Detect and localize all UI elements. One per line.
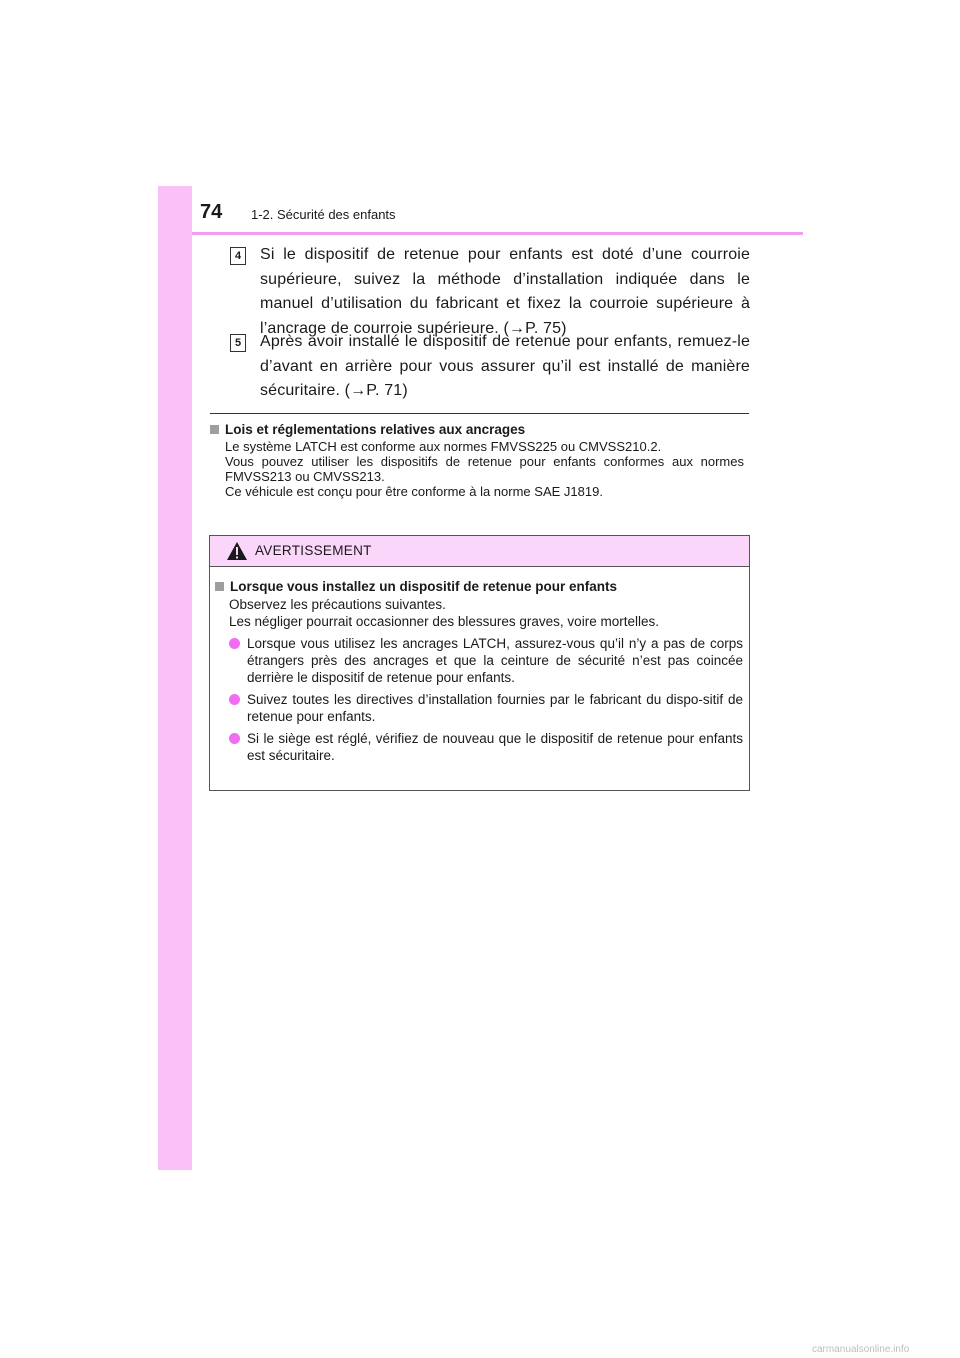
info-heading-text: Lois et réglementations relatives aux ancrages — [225, 422, 526, 437]
page-header — [158, 198, 803, 238]
warning-bullet-text: Suivez toutes les directives d’installation fournies par le fabricant du dispo-sitif de retenue pour enfants. — [247, 692, 743, 724]
warning-triangle-icon — [226, 541, 248, 561]
bullet-dot-icon — [229, 638, 240, 649]
info-section — [210, 421, 744, 499]
step-text: Après avoir installé le dispositif de retenue pour enfants, remuez-le d’avant en arrière pour vous assurer qu’il est installé de manière sécuritaire. (→P. 71) — [260, 333, 750, 399]
info-line: Ce véhicule est conçu pour être conforme à la norme SAE J1819. — [225, 484, 603, 499]
bullet-dot-icon — [229, 733, 240, 744]
warning-content — [210, 567, 749, 764]
warning-bullet — [229, 635, 743, 686]
section-title: 1-2. Sécurité des enfants — [251, 207, 396, 222]
info-heading — [210, 421, 744, 439]
square-bullet-icon — [210, 425, 219, 434]
warning-subheading-text: Lorsque vous installez un dispositif de retenue pour enfants — [230, 579, 618, 594]
warning-subheading — [215, 578, 743, 596]
warning-intro-line: Les négliger pourrait occasionner des blessures graves, voire mortelles. — [229, 614, 659, 629]
section-divider — [210, 413, 749, 414]
warning-header — [210, 536, 749, 567]
step-number-badge: 4 — [230, 247, 246, 265]
warning-body — [229, 596, 743, 764]
footer-watermark: carmanualsonline.info — [812, 1344, 910, 1355]
warning-intro-line: Observez les précautions suivantes. — [229, 597, 446, 612]
step-4 — [230, 243, 750, 341]
square-bullet-icon — [215, 582, 224, 591]
step-text: Si le dispositif de retenue pour enfants est doté d’une courroie supérieure, suivez la méthode d’installation indiquée dans le manuel d’utilisation du fabricant et fixez la courroie supérieure à l’ancrage de courroie supérieure. (→P. 75) — [260, 246, 750, 337]
warning-bullet — [229, 730, 743, 764]
warning-bullet-text: Si le siège est réglé, vérifiez de nouveau que le dispositif de retenue pour enfants est sécuritaire. — [247, 731, 743, 763]
info-line: Le système LATCH est conforme aux normes FMVSS225 ou CMVSS210.2. — [225, 439, 662, 454]
page-number: 74 — [200, 201, 223, 223]
warning-title: AVERTISSEMENT — [255, 543, 372, 558]
step-number-badge: 5 — [230, 334, 246, 352]
header-rule — [192, 232, 803, 235]
step-5 — [230, 330, 750, 404]
warning-bullet-text: Lorsque vous utilisez les ancrages LATCH, assurez-vous qu’il n’y a pas de corps étrangers près des ancrages et que la ceinture de sécurité n’est pas coincée derrière le dispositif de retenue pour enfants. — [247, 636, 743, 685]
warning-box — [209, 535, 750, 791]
bullet-dot-icon — [229, 694, 240, 705]
info-line: Vous pouvez utiliser les dispositifs de retenue pour enfants conformes aux normes FMVSS213 ou CMVSS213. — [225, 454, 744, 484]
warning-bullet — [229, 691, 743, 725]
info-body — [225, 439, 744, 499]
side-tab — [158, 186, 192, 1170]
